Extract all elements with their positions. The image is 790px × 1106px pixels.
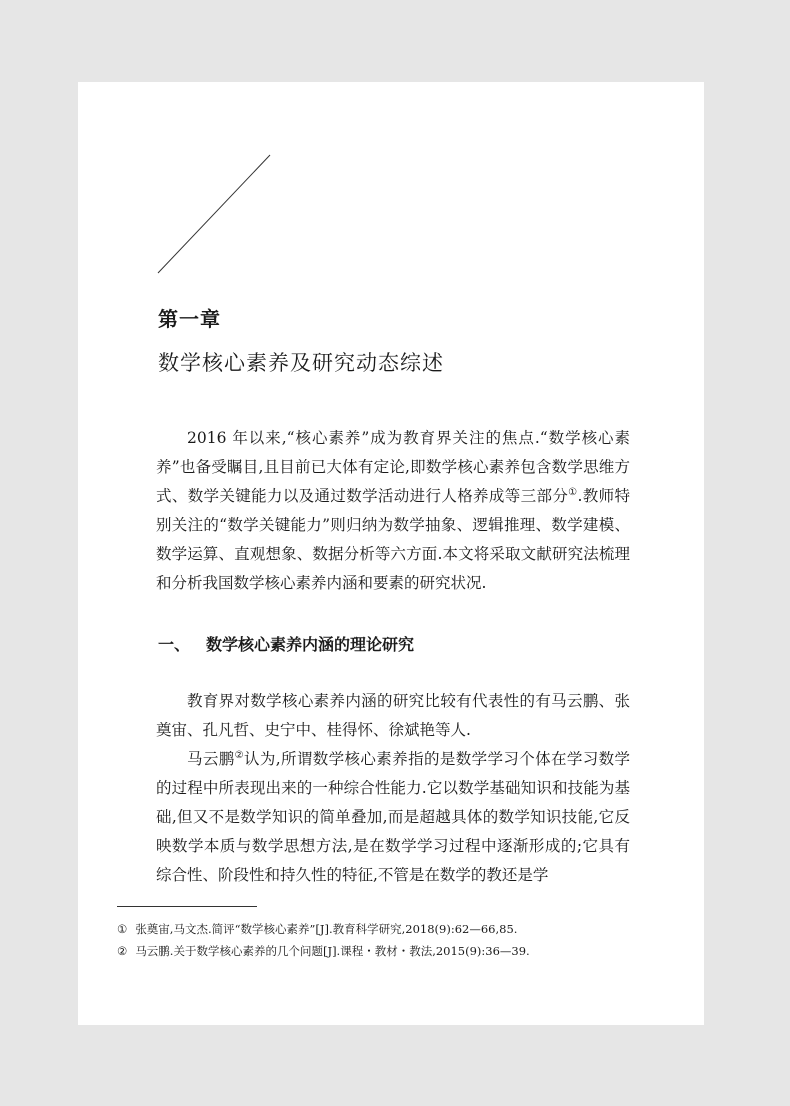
intro-text-start: 2016 年以来,“核心素养”成为教育界关注的焦点.“数学核心素养”也备受瞩目,且目前已大体有定论,即数学核心素养包含数学思维方式、数学关键能力以及通过数学活动进行人格养成等三部分 — [156, 429, 630, 505]
chapter-title: 数学核心素养及研究动态综述 — [158, 351, 444, 375]
footnote-2-text: 马云鹏.关于数学核心素养的几个问题[J].课程・教材・教法,2015(9):36—39. — [135, 944, 530, 958]
section-number: 一、 — [158, 635, 191, 654]
book-page — [78, 82, 704, 1025]
intro-paragraph — [156, 424, 630, 598]
footnote-separator — [117, 906, 257, 907]
decorative-diagonal-line — [156, 153, 272, 275]
para2-text: 认为,所谓数学核心素养指的是数学学习个体在学习数学的过程中所表现出来的一种综合性能力.它以数学基础知识和技能为基础,但又不是数学知识的简单叠加,而是超越具体的数学知识技能,它反映数学本质与数学思想方法,是在数学学习过程中逐渐形成的;它具有综合性、阶段性和持久性的特征,不管是在数学的教还是学 — [156, 750, 630, 884]
chapter-label: 第一章 — [158, 307, 221, 331]
footnote-1-mark: ① — [117, 922, 128, 936]
footnotes — [117, 918, 677, 962]
footnote-1 — [117, 918, 677, 940]
footnote-2 — [117, 940, 677, 962]
section-title: 数学核心素养内涵的理论研究 — [206, 635, 415, 654]
para2-author: 马云鹏 — [187, 750, 235, 768]
intro-text-end: .教师特别关注的“数学关键能力”则归纳为数学抽象、逻辑推理、数学建模、数学运算、直观想象、数据分析等六方面.本文将采取文献研究法梳理和分析我国数学核心素养内涵和要素的研究状况. — [156, 487, 630, 592]
footnote-1-text: 张奠宙,马文杰.简评“数学核心素养”[J].教育科学研究,2018(9):62—66,85. — [135, 922, 518, 936]
footnote-ref-1[interactable]: ① — [568, 486, 578, 498]
footnote-ref-2[interactable]: ② — [234, 749, 244, 761]
section-paragraph-2 — [156, 745, 630, 890]
footnote-2-mark: ② — [117, 944, 128, 958]
section-paragraph-1: 教育界对数学核心素养内涵的研究比较有代表性的有马云鹏、张奠宙、孔凡哲、史宁中、桂得怀、徐斌艳等人. — [156, 692, 630, 739]
section-heading — [158, 632, 414, 655]
